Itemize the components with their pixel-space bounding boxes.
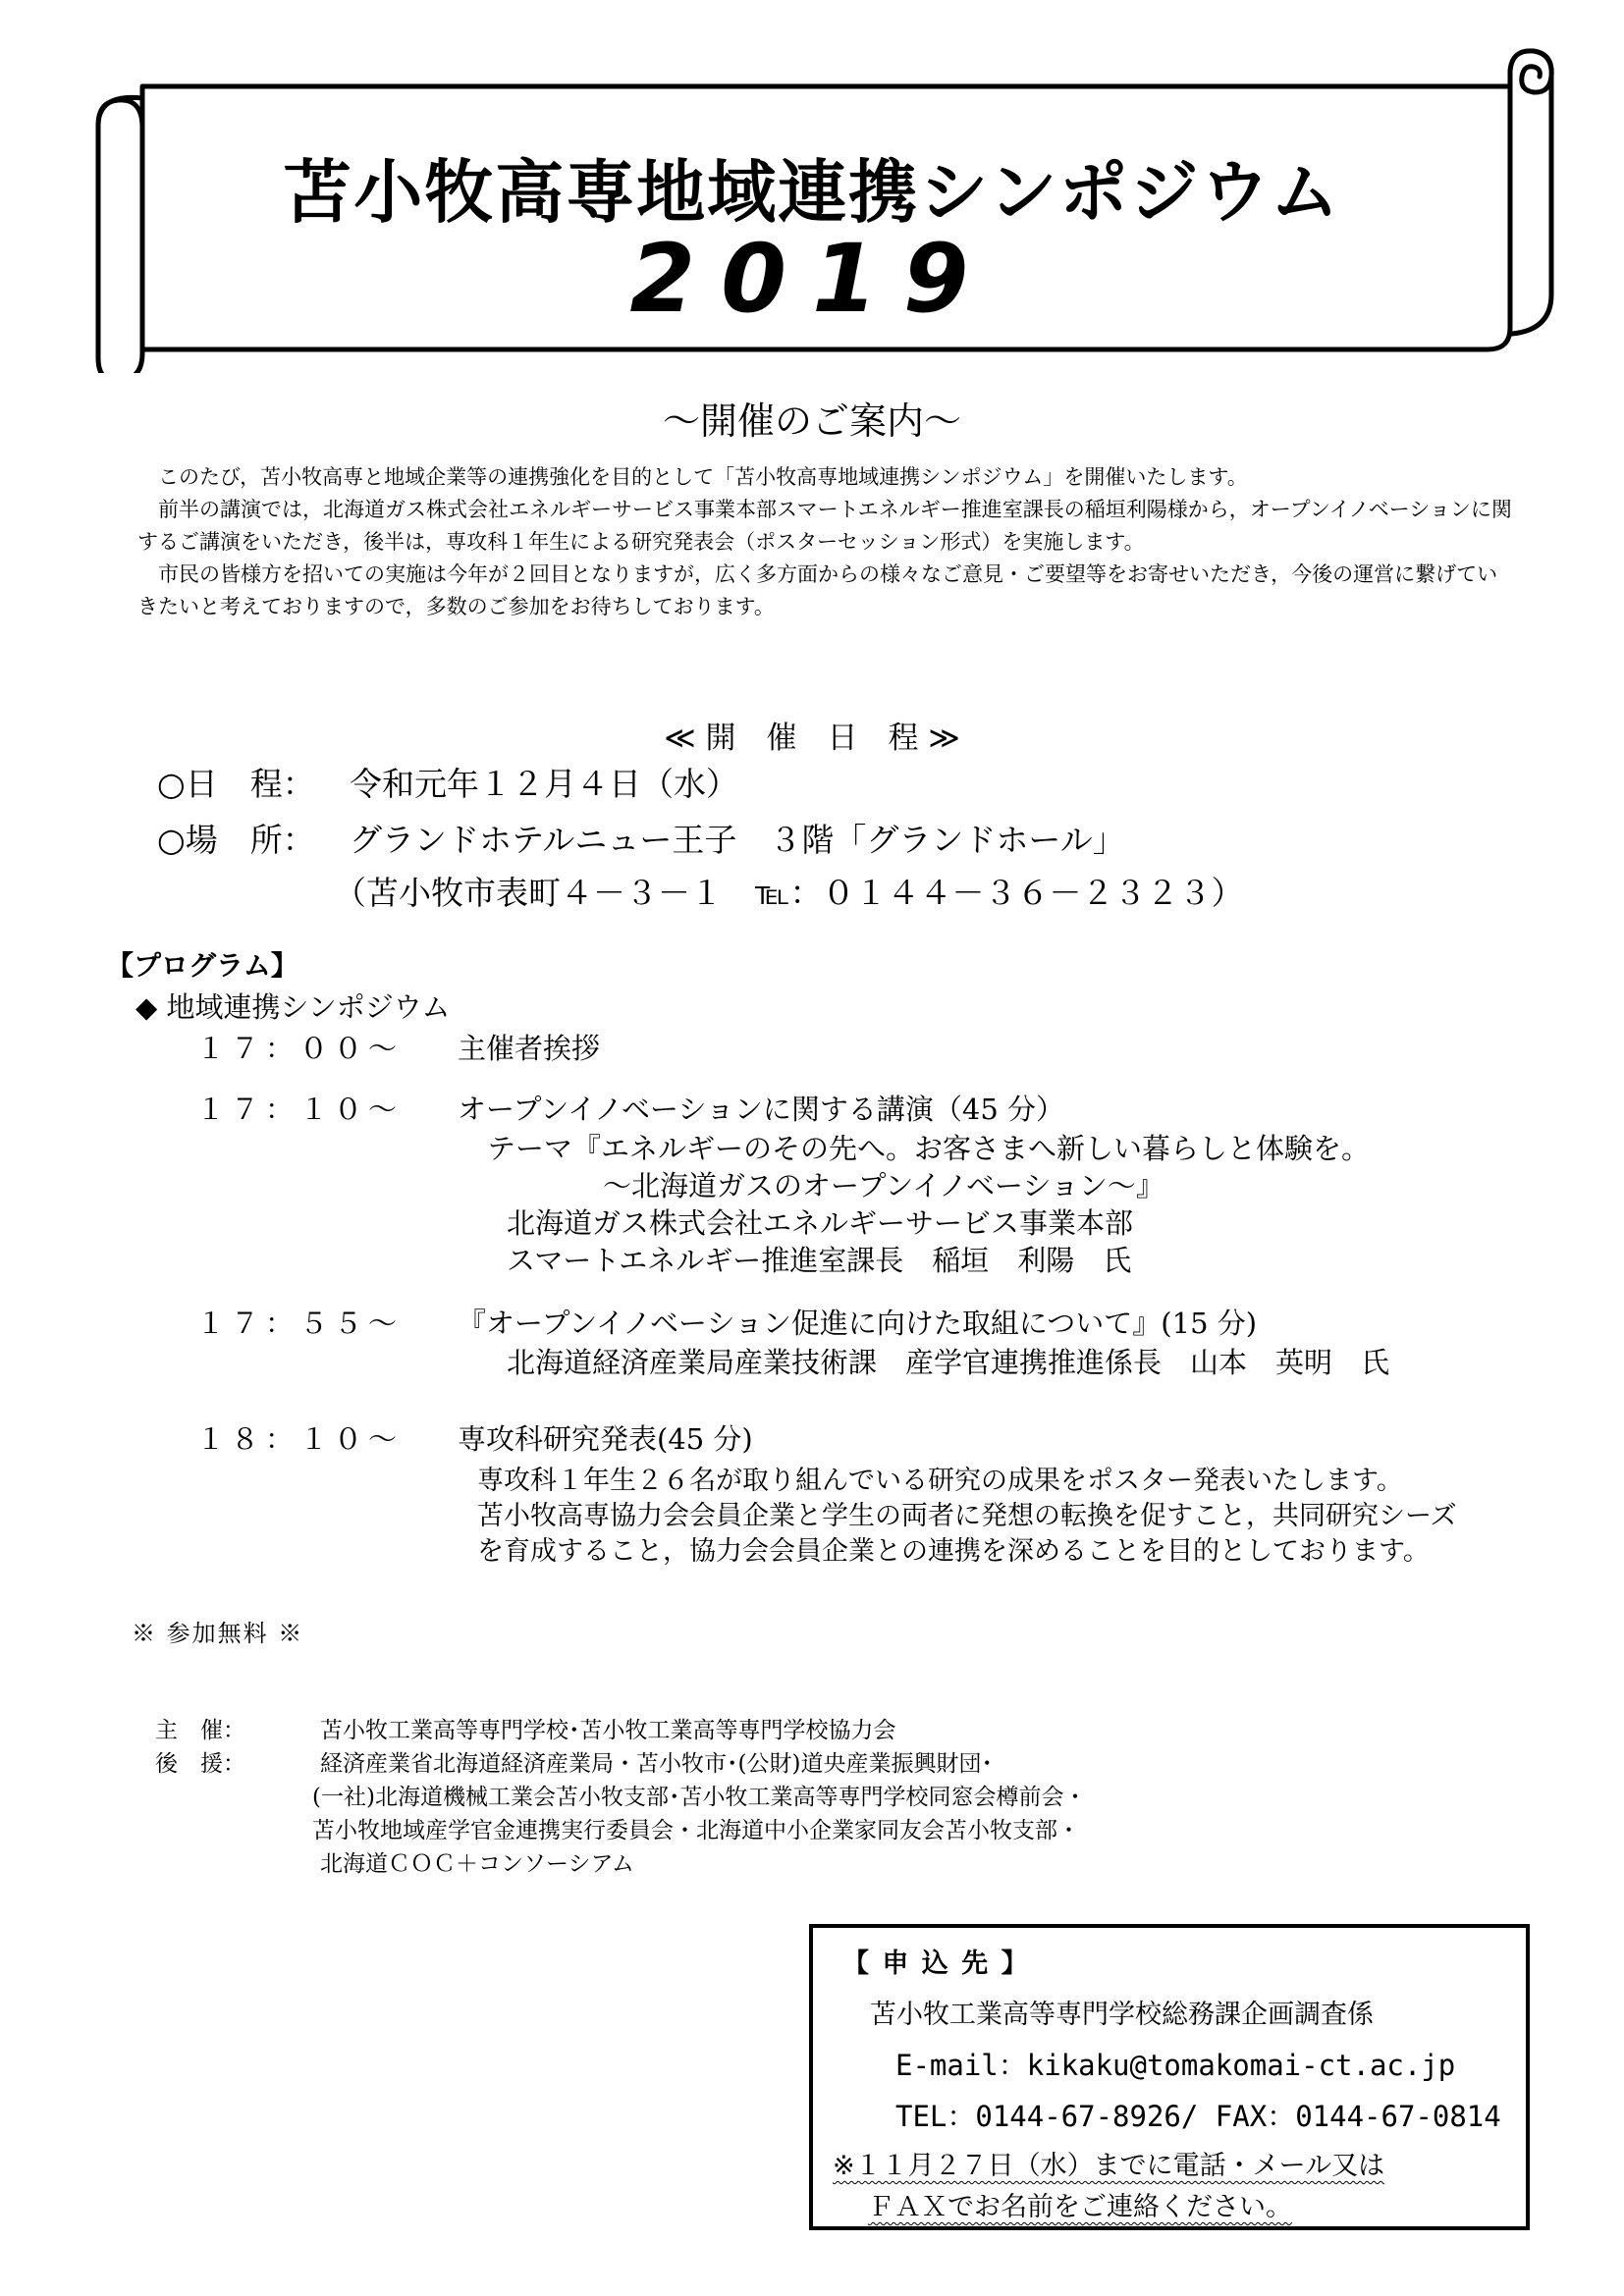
program-detail: を育成すること，協力会会員企業との連携を深めることを目的としております。 [477, 1536, 1430, 1567]
contact-deadline: ＦＡＸでお名前をご連絡ください。 [868, 2192, 1292, 2222]
contact-tel-fax: TEL：0144-67-8926/ FAX：0144-67-0814 [895, 2100, 1501, 2133]
program-title: 主催者挨拶 [458, 1032, 601, 1065]
program-title: オープンイノベーションに関する講演（45 分） [458, 1093, 1065, 1126]
date-label: ○日 程： [157, 765, 315, 803]
date-value: 令和元年１２月４日（水） [350, 765, 738, 803]
program-heading: 【プログラム】 [106, 949, 298, 982]
contact-office: 苫小牧工業高等専門学校総務課企画調査係 [870, 2000, 1374, 2030]
program-subheading: ◆ 地域連携シンポジウム [135, 990, 451, 1024]
program-detail: 北海道ガス株式会社エネルギーサービス事業本部 [507, 1206, 1134, 1240]
contact-heading: 【 申 込 先 】 [842, 1949, 1030, 1979]
event-title: 苫小牧高専地域連携シンポジウム [283, 152, 1341, 233]
intro-paragraph: このたび，苫小牧高専と地域企業等の連携強化を目的として「苫小牧高専地域連携シンポジウム」を開催いたします。 [137, 465, 1248, 489]
contact-email[interactable]: E-mail：kikaku@tomakomai-ct.ac.jp [895, 2049, 1456, 2082]
place-value: グランドホテルニュー王子 ３階「グランドホール」 [350, 821, 1125, 859]
support-line: 北海道ＣＯＣ＋コンソーシアム [320, 1851, 634, 1877]
support-label: 後 援： [155, 1751, 245, 1777]
place-label: ○場 所： [157, 821, 315, 859]
program-detail: 北海道経済産業局産業技術課 産学官連携推進係長 山本 英明 氏 [507, 1346, 1390, 1379]
venue-address: （苫小牧市表町４－３－１ ℡：０１４４－３６－２３２３） [334, 874, 1244, 912]
host-value: 苫小牧工業高等専門学校･苫小牧工業高等専門学校協力会 [320, 1718, 896, 1743]
support-line: 経済産業省北海道経済産業局・苫小牧市･(公財)道央産業振興財団･ [320, 1751, 993, 1777]
event-year: 2019 [629, 224, 995, 334]
program-detail: テーマ『エネルギーのその先へ。お客さまへ新しい暮らしと体験を。 [487, 1132, 1371, 1165]
program-detail: ～北海道ガスのオープンイノベーション～』 [603, 1169, 1164, 1202]
program-detail: 専攻科１年生２６名が取り組んでいる研究の成果をポスター発表いたします。 [477, 1466, 1403, 1496]
program-title: 『オープンイノベーション促進に向けた取組について』(15 分) [458, 1307, 1258, 1340]
support-line: (一社)北海道機械工業会苫小牧支部･苫小牧工業高等専門学校同窓会樽前会・ [312, 1785, 1087, 1810]
program-detail: スマートエネルギー推進室課長 稲垣 利陽 氏 [507, 1244, 1132, 1277]
program-time: １７：００～ [196, 1032, 404, 1065]
intro-paragraph: 市民の皆様方を招いての実施は今年が２回目となりますが，広く多方面からの様々なご意見・ご要望等をお寄せいただき，今後の運営に繋げていきたいと考えておりますので，多数のご参加をお待ちしております。 [137, 562, 1498, 618]
program-time: １７：５５～ [196, 1307, 404, 1340]
program-time: １８：１０～ [196, 1422, 404, 1456]
program-detail: 苫小牧高専協力会会員企業と学生の両者に発想の転換を促すこと，共同研究シーズ [477, 1501, 1457, 1531]
support-line: 苫小牧地域産学官金連携実行委員会・北海道中小企業家同友会苫小牧支部・ [312, 1818, 1080, 1843]
contact-deadline: ※１１月２７日（水）までに電話・メール又は [833, 2151, 1385, 2181]
program-title: 専攻科研究発表(45 分) [458, 1422, 753, 1456]
guide-heading: ～開催のご案内～ [662, 400, 961, 443]
program-time: １７：１０～ [196, 1093, 404, 1126]
schedule-heading: ≪ 開 催 日 程 ≫ [664, 721, 960, 756]
host-label: 主 催： [155, 1718, 245, 1743]
intro-paragraph: 前半の講演では，北海道ガス株式会社エネルギーサービス事業本部スマートエネルギー推進室課長の稲垣利陽様から，オープンイノベーションに関するご講演をいただき，後半は，専攻科１年生による研究発表会（ポスターセッション形式）を実施します。 [137, 498, 1512, 554]
free-admission-note: ※ 参加無料 ※ [132, 1620, 304, 1647]
intro-text [137, 461, 1512, 623]
